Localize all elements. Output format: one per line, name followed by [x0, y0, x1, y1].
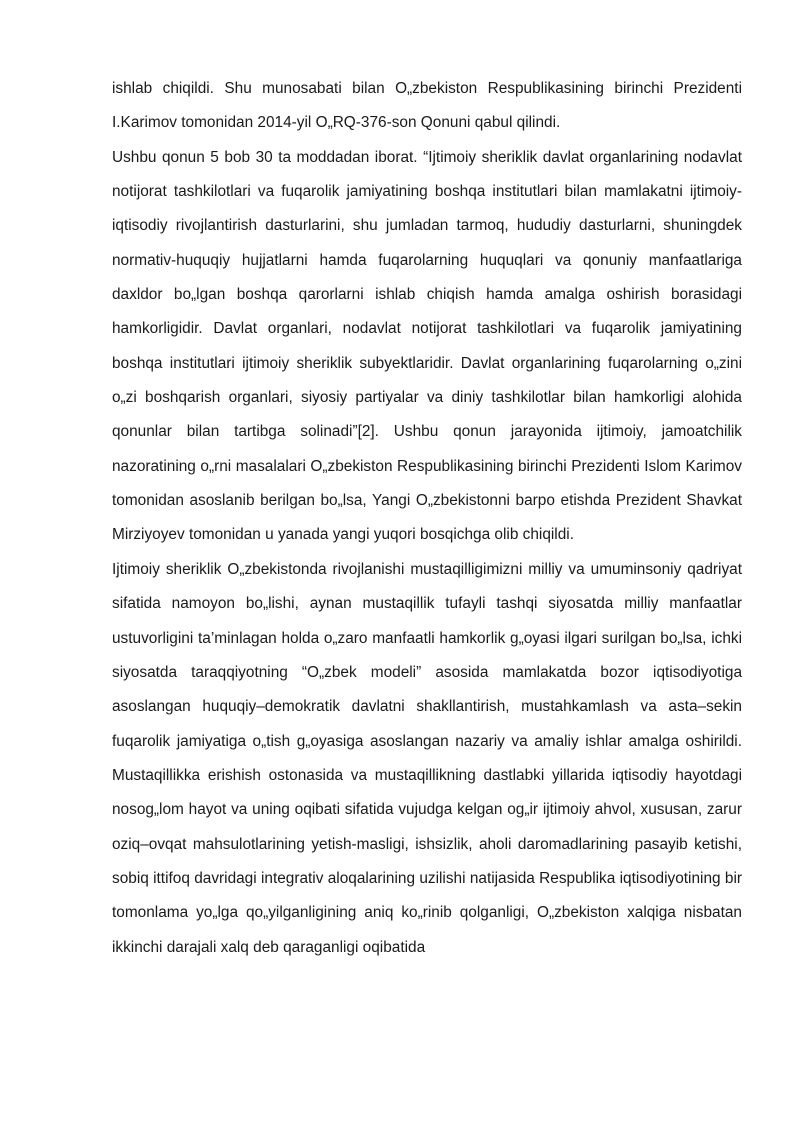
paragraph-2: Ushbu qonun 5 bob 30 ta moddadan iborat. “Ijtimoiy sheriklik davlat organlarining nodavlat notijorat tashkilotlari va fuqarolik jamiyatining boshqa institutlari bilan mamlakatni ijtimoiy-iqtisodiy rivojlantirish dasturlarini, shu jumladan tarmoq, hududiy dasturlarni, shuningdek normativ-huquqiy hujjatlarni hamda fuqarolarning huquqlari va qonuniy manfaatlariga daxldor bo„lgan boshqa qarorlarni ishlab chiqish hamda amalga oshirish borasidagi hamkorligidir. Davlat organlari, nodavlat notijorat tashkilotlari va fuqarolik jamiyatining boshqa institutlari ijtimoiy sheriklik subyektlaridir. Davlat organlarining fuqarolarning o„zini o„zi boshqarish organlari, siyosiy partiyalar va diniy tashkilotlar bilan hamkorligi alohida qonunlar bilan tartibga solinadi”[2]. Ushbu qonun jarayonida ijtimoiy, jamoatchilik nazoratining o„rni masalalari O„zbekiston Respublikasining birinchi Prezidenti Islom Karimov tomonidan asoslanib berilgan bo„lsa, Yangi O„zbekistonni barpo etishda Prezident Shavkat Mirziyoyev tomonidan u yanada yangi yuqori bosqichga olib chiqildi.	[112, 148, 742, 544]
paragraph-3: Ijtimoiy sheriklik O„zbekistonda rivojlanishi mustaqilligimizni milliy va umuminsoniy qadriyat sifatida namoyon bo„lishi, aynan mustaqillik tufayli tashqi siyosatda milliy manfaatlar ustuvorligini ta’minlagan holda o„zaro manfaatli hamkorlik g„oyasi ilgari surilgan bo„lsa, ichki siyosatda taraqqiyotning “O„zbek modeli” asosida mamlakatda bozor iqtisodiyotiga asoslangan huquqiy–demokratik davlatni shakllantirish, mustahkamlash va asta–sekin fuqarolik jamiyatiga o„tish g„oyasiga asoslangan nazariy va amaliy ishlar amalga oshirildi. Mustaqillikka erishish ostonasida va mustaqillikning dastlabki yillarida iqtisodiy hayotdagi nosog„lom hayot va uning oqibati sifatida vujudga kelgan og„ir ijtimoiy ahvol, xususan, zarur oziq–ovqat mahsulotlarining yetish-masligi, ishsizlik, aholi daromadlarining pasayib ketishi, sobiq ittifoq davridagi integrativ aloqalarining uzilishi natijasida Respublika iqtisodiyotining bir tomonlama yo„lga qo„yilganligining aniq ko„rinib qolganligi, O„zbekiston xalqiga nisbatan ikkinchi darajali xalq deb qaraganligi oqibatida	[112, 560, 742, 956]
paragraph-1: ishlab chiqildi. Shu munosabati bilan O„zbekiston Respublikasining birinchi Prezidenti I.Karimov tomonidan 2014-yil O„RQ-376-son Qonuni qabul qilindi.	[112, 80, 742, 132]
document-page	[112, 72, 742, 965]
